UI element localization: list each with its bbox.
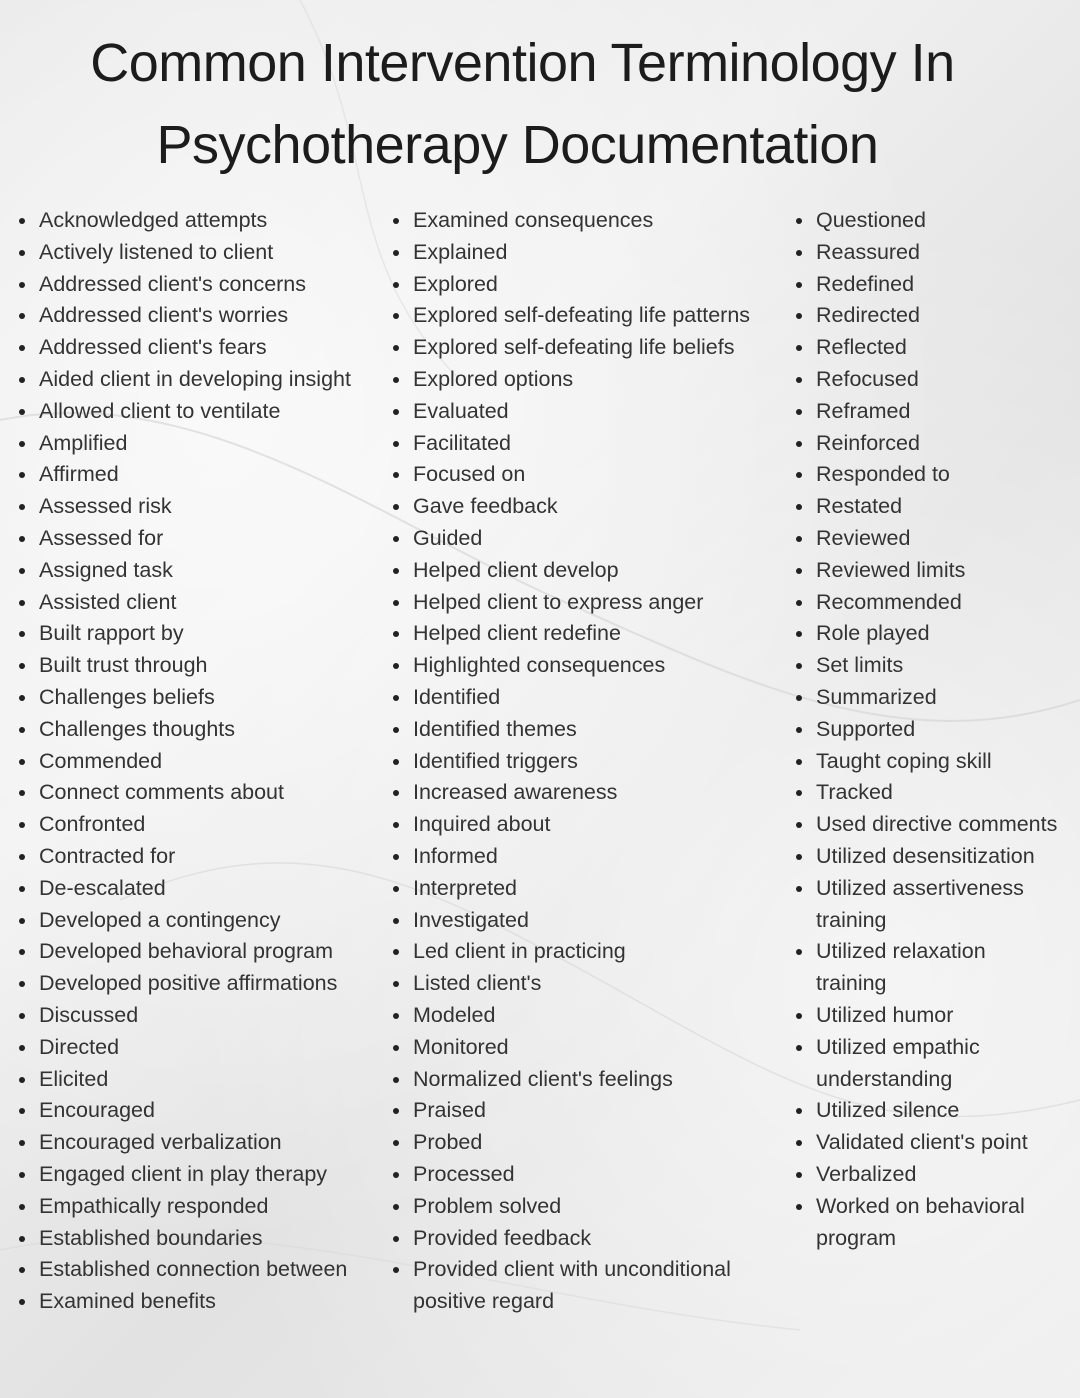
title-line-2: Psychotherapy Documentation <box>156 115 879 175</box>
list-item: Increased awareness <box>413 777 788 809</box>
list-item: Praised <box>413 1095 788 1127</box>
list-item: Developed behavioral program <box>39 936 389 968</box>
list-item: Supported <box>816 714 1080 746</box>
term-list-column-1 <box>39 205 389 1318</box>
list-item: Developed a contingency <box>39 905 389 937</box>
list-item: Probed <box>413 1127 788 1159</box>
list-item: Validated client's point <box>816 1127 1080 1159</box>
list-item: Utilized silence <box>816 1095 1080 1127</box>
list-item: Examined consequences <box>413 205 788 237</box>
list-item: Utilized humor <box>816 1000 1080 1032</box>
list-item: Informed <box>413 841 788 873</box>
list-item: Empathically responded <box>39 1191 389 1223</box>
list-item: Commended <box>39 746 389 778</box>
list-item: Utilized empathic understanding <box>816 1032 1080 1096</box>
list-item: Redefined <box>816 269 1080 301</box>
list-item: Role played <box>816 618 1080 650</box>
list-item: Explored <box>413 269 788 301</box>
list-item: Challenges thoughts <box>39 714 389 746</box>
list-item: Explored options <box>413 364 788 396</box>
list-item: Reflected <box>816 332 1080 364</box>
list-item: Identified <box>413 682 788 714</box>
list-item: Built trust through <box>39 650 389 682</box>
list-item: Provided feedback <box>413 1223 788 1255</box>
list-item: Provided client with unconditional positive regard <box>413 1254 788 1318</box>
list-item: Utilized assertiveness training <box>816 873 1080 937</box>
list-item: Facilitated <box>413 428 788 460</box>
list-item: Assisted client <box>39 587 389 619</box>
list-item: Questioned <box>816 205 1080 237</box>
list-item: Reframed <box>816 396 1080 428</box>
list-item: Examined benefits <box>39 1286 389 1318</box>
list-item: Highlighted consequences <box>413 650 788 682</box>
list-item: Connect comments about <box>39 777 389 809</box>
term-list-column-3 <box>816 205 1080 1254</box>
list-item: Explained <box>413 237 788 269</box>
list-item: Contracted for <box>39 841 389 873</box>
list-item: Assessed risk <box>39 491 389 523</box>
page-title <box>0 22 1045 186</box>
list-item: Reinforced <box>816 428 1080 460</box>
list-item: Addressed client's worries <box>39 300 389 332</box>
list-item: Guided <box>413 523 788 555</box>
list-item: Encouraged <box>39 1095 389 1127</box>
list-item: Led client in practicing <box>413 936 788 968</box>
list-item: Tracked <box>816 777 1080 809</box>
list-item: Used directive comments <box>816 809 1080 841</box>
list-item: Helped client develop <box>413 555 788 587</box>
list-item: Assessed for <box>39 523 389 555</box>
list-item: Affirmed <box>39 459 389 491</box>
list-item: Summarized <box>816 682 1080 714</box>
list-item: Interpreted <box>413 873 788 905</box>
list-item: Refocused <box>816 364 1080 396</box>
list-item: Engaged client in play therapy <box>39 1159 389 1191</box>
list-item: Identified triggers <box>413 746 788 778</box>
list-item: Challenges beliefs <box>39 682 389 714</box>
list-item: Acknowledged attempts <box>39 205 389 237</box>
list-item: Reassured <box>816 237 1080 269</box>
list-item: Explored self-defeating life patterns <box>413 300 788 332</box>
list-item: Developed positive affirmations <box>39 968 389 1000</box>
list-item: Verbalized <box>816 1159 1080 1191</box>
list-item: Responded to <box>816 459 1080 491</box>
list-item: Utilized relaxation training <box>816 936 1080 1000</box>
list-item: Helped client redefine <box>413 618 788 650</box>
list-item: Actively listened to client <box>39 237 389 269</box>
list-item: Built rapport by <box>39 618 389 650</box>
list-item: Helped client to express anger <box>413 587 788 619</box>
list-item: Taught coping skill <box>816 746 1080 778</box>
list-item: Reviewed limits <box>816 555 1080 587</box>
list-item: Problem solved <box>413 1191 788 1223</box>
list-item: Directed <box>39 1032 389 1064</box>
list-item: Set limits <box>816 650 1080 682</box>
list-item: Aided client in developing insight <box>39 364 389 396</box>
list-item: Processed <box>413 1159 788 1191</box>
list-item: Amplified <box>39 428 389 460</box>
list-item: Evaluated <box>413 396 788 428</box>
list-item: Redirected <box>816 300 1080 332</box>
list-item: Gave feedback <box>413 491 788 523</box>
list-item: Listed client's <box>413 968 788 1000</box>
list-item: Inquired about <box>413 809 788 841</box>
list-item: Worked on behavioral program <box>816 1191 1080 1255</box>
list-item: Focused on <box>413 459 788 491</box>
list-item: Normalized client's feelings <box>413 1064 788 1096</box>
list-item: De-escalated <box>39 873 389 905</box>
list-item: Utilized desensitization <box>816 841 1080 873</box>
list-item: Addressed client's fears <box>39 332 389 364</box>
list-item: Elicited <box>39 1064 389 1096</box>
list-item: Assigned task <box>39 555 389 587</box>
list-item: Explored self-defeating life beliefs <box>413 332 788 364</box>
list-item: Restated <box>816 491 1080 523</box>
list-item: Monitored <box>413 1032 788 1064</box>
list-item: Established boundaries <box>39 1223 389 1255</box>
title-line-1: Common Intervention Terminology In <box>90 33 955 93</box>
list-item: Recommended <box>816 587 1080 619</box>
term-list-column-2 <box>413 205 788 1318</box>
list-item: Investigated <box>413 905 788 937</box>
list-item: Established connection between <box>39 1254 389 1286</box>
list-item: Discussed <box>39 1000 389 1032</box>
list-item: Identified themes <box>413 714 788 746</box>
list-item: Reviewed <box>816 523 1080 555</box>
list-item: Modeled <box>413 1000 788 1032</box>
list-item: Addressed client's concerns <box>39 269 389 301</box>
list-item: Allowed client to ventilate <box>39 396 389 428</box>
list-item: Confronted <box>39 809 389 841</box>
list-item: Encouraged verbalization <box>39 1127 389 1159</box>
